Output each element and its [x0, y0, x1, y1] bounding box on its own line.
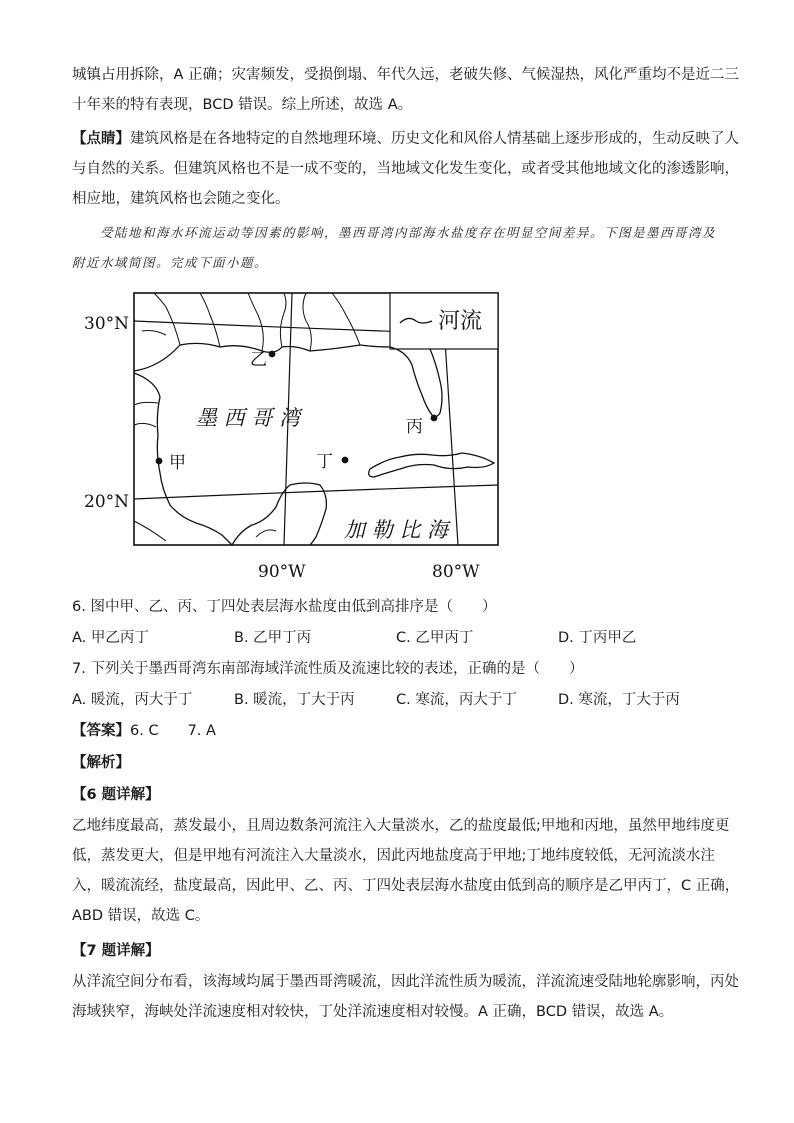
detail-7-tag: 【7 题详解】 — [72, 943, 160, 959]
text-line: ABD 错误，故选 C。 — [72, 908, 210, 924]
point-jia-label: 甲 — [169, 453, 186, 473]
detail-6-paragraph — [72, 811, 740, 931]
text-line: 与自然的关系。但建筑风格也不是一成不变的，当地域文化发生变化，或者受其他地域文化的渗透影响， — [72, 161, 739, 177]
text-line: 建筑风格是在各地特定的自然地理环境、历史文化和风俗人情基础上逐步形成的，生动反映了人 — [130, 131, 739, 147]
option-a: A. 甲乙丙丁 — [72, 630, 149, 646]
point-yi-label: 乙 — [250, 350, 267, 370]
analysis-tag: 【解析】 — [72, 755, 130, 771]
longitude-80-label: 80°W — [432, 562, 480, 582]
gulf-of-mexico-label: 墨 西 哥 湾 — [196, 406, 301, 430]
comment-paragraph — [72, 124, 739, 214]
point-jia-marker — [156, 458, 163, 465]
option-b: B. 乙甲丁丙 — [234, 630, 312, 646]
option-b: B. 暖流，丁大于丙 — [234, 692, 355, 708]
caribbean-sea-label: 加 勒 比 海 — [344, 518, 449, 542]
analysis-heading — [72, 748, 722, 778]
text-line: 从洋流空间分布看，该海域均属于墨西哥湾暖流，因此洋流性质为暖流，洋流流速受陆地轮廓影响，丙处 — [72, 974, 739, 990]
text-line: 附近水域简图。完成下面小题。 — [72, 255, 269, 270]
point-bing-label: 丙 — [406, 417, 423, 437]
option-d: D. 丁丙甲乙 — [558, 630, 637, 646]
point-bing-marker — [431, 415, 438, 422]
text-line: 受陆地和海水环流运动等因素的影响，墨西哥湾内部海水盐度存在明显空间差异。下图是墨西哥湾及 — [100, 225, 717, 240]
point-yi-marker — [269, 351, 276, 358]
point-ding-label: 丁 — [316, 452, 333, 472]
text-line: 入，暖流流经，盐度最高，因此甲、乙、丙、丁四处表层海水盐度由低到高的顺序是乙甲丙丁，C 正确， — [72, 878, 740, 894]
question-6-stem — [72, 592, 722, 622]
question-7-options — [72, 685, 722, 715]
text-line: 相应地，建筑风格也会随之变化。 — [72, 191, 290, 207]
question-stem: 6. 图中甲、乙、丙、丁四处表层海水盐度由低到高排序是（ ） — [72, 599, 497, 615]
answer-line — [72, 716, 722, 746]
text-line: 海域狭窄，海峡处洋流速度相对较快，丁处洋流速度相对较慢。A 正确，BCD 错误，故选 A。 — [72, 1004, 674, 1020]
text-line: 城镇占用拆除，A 正确；灾害频发，受损倒塌、年代久远，老破失修、气候湿热，风化严重均不是近二三 — [72, 67, 740, 83]
detail-7-heading — [72, 936, 722, 966]
legend-river-label: 河流 — [438, 309, 483, 334]
question-7-stem — [72, 654, 722, 684]
comment-tag: 【点睛】 — [72, 131, 130, 147]
latitude-20-label: 20°N — [84, 492, 130, 512]
detail-6-heading — [72, 780, 722, 810]
text-line: 十年来的特有表现，BCD 错误。综上所述，故选 A。 — [72, 97, 413, 113]
detail-7-paragraph — [72, 967, 739, 1027]
option-a: A. 暖流，丙大于丁 — [72, 692, 193, 708]
gulf-of-mexico-map — [70, 285, 510, 585]
answer-text: 6. C 7. A — [130, 723, 216, 739]
question-intro — [72, 218, 720, 278]
point-ding-marker — [342, 457, 349, 464]
text-line: 低，蒸发更大，但是甲地有河流注入大量淡水，因此丙地盐度高于甲地;丁地纬度较低，无河流淡水注 — [72, 848, 715, 864]
option-d: D. 寒流，丁大于丙 — [558, 692, 680, 708]
option-c: C. 寒流，丙大于丁 — [396, 692, 517, 708]
answer-tag: 【答案】 — [72, 723, 130, 739]
question-6-options — [72, 623, 722, 653]
option-c: C. 乙甲丙丁 — [396, 630, 474, 646]
latitude-30-label: 30°N — [84, 314, 130, 334]
question-stem: 7. 下列关于墨西哥湾东南部海域洋流性质及流速比较的表述，正确的是（ ） — [72, 661, 584, 677]
detail-6-tag: 【6 题详解】 — [72, 787, 160, 803]
longitude-90-label: 90°W — [258, 562, 306, 582]
previous-answer-paragraph — [72, 60, 740, 120]
text-line: 乙地纬度最高，蒸发最小，且周边数条河流注入大量淡水，乙的盐度最低;甲地和丙地，虽然甲地纬度更 — [72, 818, 730, 834]
